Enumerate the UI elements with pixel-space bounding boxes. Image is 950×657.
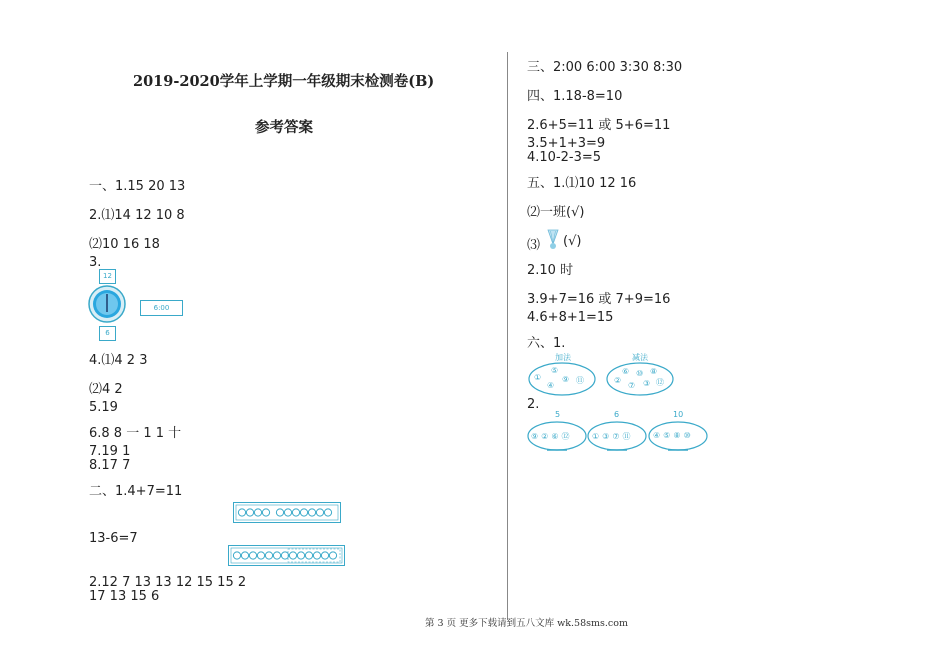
answer-line: ⑵4 2: [89, 382, 123, 397]
group-item: ⑦: [612, 432, 623, 441]
document-subtitle: 参考答案: [255, 119, 313, 136]
answer-line: 六、1.: [527, 336, 566, 351]
oval-item: ⑪: [576, 376, 584, 385]
answer-line: 2.6+5=11 或 5+6=11: [527, 118, 671, 133]
answer-line: 13-6=7: [89, 531, 138, 546]
page-footer: 第 3 页 更多下载请到五八文库 wk.58sms.com: [425, 618, 628, 629]
group-item: ⑤: [663, 431, 674, 440]
oval-item: ⑧: [650, 367, 658, 376]
group-item: ⑫: [561, 432, 573, 441]
column-divider: [507, 52, 508, 620]
answer-line: 二、1.4+7=11: [89, 484, 183, 499]
circle-counters-figure-1: [233, 502, 343, 524]
oval-item: ①: [534, 373, 542, 382]
answer-line: 17 13 15 6: [89, 589, 160, 604]
answer-line: 四、1.18-8=10: [527, 89, 623, 104]
answer-line: 3.5+1+3=9: [527, 136, 606, 151]
group-items: [531, 431, 573, 442]
group-item: ⑪: [622, 432, 634, 441]
answer-line: (√): [563, 234, 582, 249]
clock-label-top: 12: [99, 269, 116, 284]
answer-line: 7.19 1: [89, 444, 131, 459]
clock-label-bottom: 6: [99, 326, 116, 341]
answer-line: 8.17 7: [89, 458, 131, 473]
group-item: ⑧: [673, 431, 684, 440]
group-item: ⑨: [531, 432, 542, 441]
oval-label: 减法: [632, 353, 648, 362]
group-label: 5: [555, 410, 561, 419]
answer-line: 2.: [527, 397, 540, 412]
oval-item: ③: [643, 379, 651, 388]
answer-line: 6.8 8 一 1 1 十: [89, 426, 182, 441]
answer-line: 4.6+8+1=15: [527, 310, 614, 325]
group-items: [653, 431, 694, 440]
answer-line: ⑶: [527, 238, 541, 253]
group-item: ④: [653, 431, 664, 440]
answer-line: 4.10-2-3=5: [527, 150, 602, 165]
group-item: ⑥: [551, 432, 562, 441]
answer-line: 2.12 7 13 13 12 15 15 2: [89, 575, 247, 590]
answer-line: 一、1.15 20 13: [89, 179, 186, 194]
group-label: 10: [673, 410, 684, 419]
oval-label: 加法: [555, 353, 571, 362]
answer-line: 三、2:00 6:00 3:30 8:30: [527, 60, 683, 75]
group-item: ⑩: [683, 431, 694, 440]
answer-line: ⑵一班(√): [527, 205, 585, 220]
group-label: 6: [614, 410, 620, 419]
answer-line: 五、1.⑴10 12 16: [527, 176, 637, 191]
group-item: ①: [592, 432, 603, 441]
group-items: [592, 431, 634, 442]
answer-line: 3.9+7=16 或 7+9=16: [527, 292, 671, 307]
answer-line: 2.10 时: [527, 263, 574, 278]
clock-icon: [88, 285, 128, 325]
clock-time-box: 6:00: [140, 300, 183, 316]
answer-line: 2.⑴14 12 10 8: [89, 208, 185, 223]
oval-item: ④: [547, 381, 555, 390]
group-item: ③: [602, 432, 613, 441]
oval-item: ⑨: [562, 375, 570, 384]
oval-item: ⑫: [656, 378, 664, 387]
oval-item: ⑦: [628, 381, 636, 390]
shuttlecock-icon: [546, 228, 560, 250]
oval-item: ⑤: [551, 366, 559, 375]
answer-line: 5.19: [89, 400, 118, 415]
circle-counters-figure-2: [228, 545, 346, 567]
oval-item: ⑩: [636, 369, 644, 378]
answer-line: 4.⑴4 2 3: [89, 353, 148, 368]
oval-item: ②: [614, 376, 622, 385]
answer-line: 3.: [89, 255, 102, 270]
document-title: 2019-2020学年上学期一年级期末检测卷(B): [133, 73, 435, 90]
oval-item: ⑥: [622, 367, 630, 376]
answer-line: ⑵10 16 18: [89, 237, 160, 252]
group-item: ②: [541, 432, 552, 441]
